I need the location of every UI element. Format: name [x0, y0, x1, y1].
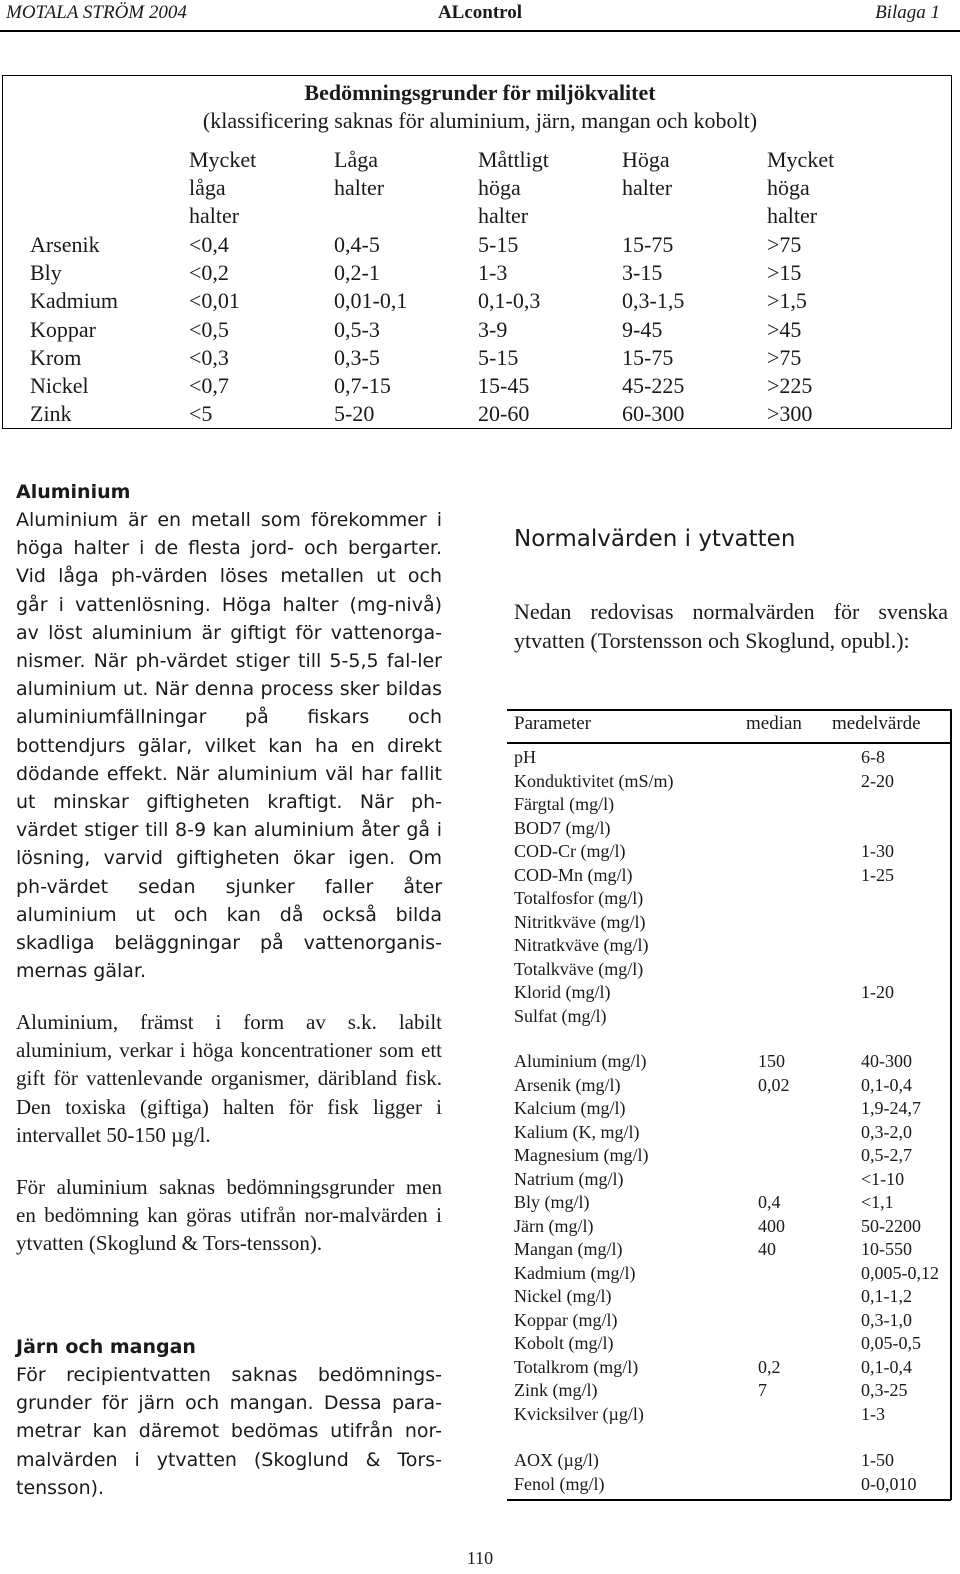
normal-table-mean-cell: 50-2200: [861, 1215, 921, 1236]
normal-table-parameter-cell: pH: [514, 747, 536, 767]
normal-table-mean-cell: 0-0,010: [861, 1473, 917, 1494]
header-left: MOTALA STRÖM 2004: [6, 2, 187, 23]
classification-header-cell: halter: [767, 203, 818, 228]
normal-table-parameter-cell: Fenol (mg/l): [514, 1473, 605, 1494]
normal-table-mean-cell: <1,1: [861, 1192, 894, 1212]
classification-header-cell: Mycket: [767, 147, 835, 172]
normal-table-parameter-cell: Zink (mg/l): [514, 1380, 598, 1400]
classification-cell: 3-9: [478, 316, 508, 342]
classification-header-cell: halter: [189, 203, 240, 228]
normal-table-parameter-cell: Järn (mg/l): [514, 1215, 594, 1236]
classification-cell: 15-75: [622, 232, 674, 257]
normal-values-title: Normalvärden i ytvatten: [514, 526, 796, 552]
normal-table-mean-cell: 1,9-24,7: [861, 1098, 921, 1118]
classification-title: Bedömningsgrunder för miljökvalitet: [304, 80, 656, 105]
classification-cell: >1,5: [767, 288, 807, 314]
aluminium-section-3: [16, 1173, 442, 1258]
classification-cell: 5-15: [478, 232, 519, 257]
classification-cell: 5-20: [334, 401, 375, 427]
classification-row-name: Kadmium: [30, 288, 118, 314]
normal-table-mean-cell: 1-25: [861, 864, 894, 885]
classification-cell: <0,3: [189, 344, 229, 370]
normal-table-header-rule: [507, 742, 951, 744]
classification-cell: <0,2: [189, 260, 229, 286]
classification-row-name: Arsenik: [30, 232, 100, 257]
normal-table-header-parameter: Parameter: [514, 713, 592, 734]
normal-table-parameter-cell: Klorid (mg/l): [514, 982, 611, 1002]
classification-cell: 0,5-3: [334, 316, 380, 342]
normal-table-parameter-cell: Bly (mg/l): [514, 1192, 590, 1212]
normal-table-parameter-cell: Kobolt (mg/l): [514, 1333, 614, 1353]
classification-cell: 20-60: [478, 401, 530, 427]
classification-cell: <5: [189, 401, 213, 427]
aluminium-paragraph-1: Aluminium är en metall som förekommer i höga halter i de flesta jord- och bergarter. Vid låga ph-värden löses metallen ut och går i vattenlösning. Höga halter (mg-nivå) av löst aluminium är giftigt för vattenorga-nismer. När ph-värdet stiger till 5-5,5 fal-ler aluminium ut. När denna process sker bildas aluminiumfällningar på fiskars och bottendjurs gälar, vilket kan ha en direkt dödande effekt. När aluminium väl har fallit ut minskar giftigheten kraftigt. När ph-värdet stiger till 8-9 kan aluminium åter gå i lösning, varvid giftigheten ökar igen. Om ph-värdet sedan sjunker faller åter aluminium ut och kan då också bilda skadliga beläggningar på vattenorganis-mernas gälar.: [16, 509, 442, 983]
normal-table-mean-cell: 1-20: [861, 982, 894, 1002]
normal-table-mean-cell: 0,1-0,4: [861, 1074, 912, 1095]
classification-header-cell: höga: [767, 175, 810, 200]
classification-cell: 0,2-1: [334, 260, 380, 286]
normal-table-parameter-cell: Totalkrom (mg/l): [514, 1356, 639, 1377]
jarn-section: [16, 1333, 442, 1502]
classification-cell: 0,01-0,1: [334, 288, 408, 314]
classification-row-name: Nickel: [30, 373, 89, 398]
classification-cell: <0,5: [189, 316, 229, 342]
page-number: 110: [466, 1548, 494, 1568]
aluminium-section: [16, 478, 442, 985]
normal-table-parameter-cell: Magnesium (mg/l): [514, 1145, 649, 1165]
classification-cell: 60-300: [622, 401, 685, 427]
classification-cell: >75: [767, 232, 802, 257]
normal-table-parameter-cell: Sulfat (mg/l): [514, 1005, 607, 1026]
normal-table-mean-cell: 0,3-1,0: [861, 1309, 912, 1330]
header-center: ALcontrol: [437, 2, 523, 23]
classification-row-name: Krom: [30, 344, 82, 370]
normal-table-header-median: median: [746, 713, 802, 734]
classification-cell: >75: [767, 344, 802, 370]
normal-table-mean-cell: 1-50: [861, 1450, 894, 1470]
normal-table-mean-cell: 1-30: [861, 841, 894, 861]
classification-cell: 15-45: [478, 373, 530, 398]
normal-table-right-rule: [950, 709, 952, 1500]
normal-table-bottom-rule: [507, 1499, 951, 1501]
normal-table-median-cell: 0,02: [758, 1074, 790, 1095]
classification-cell: <0,4: [189, 232, 229, 257]
normal-table-parameter-cell: Kalcium (mg/l): [514, 1098, 626, 1118]
classification-cell: <0,01: [189, 288, 240, 314]
header-rule: [0, 30, 960, 32]
normal-table-parameter-cell: Nitritkväve (mg/l): [514, 911, 646, 932]
classification-cell: 0,1-0,3: [478, 288, 541, 314]
jarn-heading: Järn och mangan: [16, 1336, 196, 1358]
classification-cell: 0,3-1,5: [622, 288, 685, 314]
normal-table-mean-cell: 1-3: [861, 1403, 885, 1424]
normal-table-median-cell: 0,2: [758, 1356, 781, 1377]
normal-table-mean-cell: 0,3-2,0: [861, 1121, 912, 1142]
normal-table-mean-cell: 0,1-1,2: [861, 1286, 912, 1306]
normal-table-median-cell: 150: [758, 1051, 785, 1071]
normal-table-median-cell: 400: [758, 1215, 785, 1236]
header-right: Bilaga 1: [875, 2, 940, 23]
normal-table-parameter-cell: COD-Cr (mg/l): [514, 841, 626, 861]
normal-table-parameter-cell: Färgtal (mg/l): [514, 794, 615, 814]
aluminium-paragraph-3: För aluminium saknas bedömningsgrunder men en bedömning kan göras utifrån nor-malvärden i ytvatten (Skoglund & Tors-tensson).: [16, 1175, 442, 1256]
classification-header-cell: halter: [622, 175, 673, 200]
classification-subtitle: (klassificering saknas för aluminium, järn, mangan och kobolt): [202, 108, 758, 133]
normal-table-parameter-cell: AOX (µg/l): [514, 1450, 599, 1470]
classification-header-cell: höga: [478, 175, 521, 200]
classification-header-cell: Måttligt: [478, 147, 549, 172]
normal-table-mean-cell: 2-20: [861, 770, 894, 791]
normal-table-parameter-cell: BOD7 (mg/l): [514, 817, 611, 838]
classification-cell: 0,3-5: [334, 344, 380, 370]
classification-cell: >300: [767, 401, 813, 427]
classification-header-cell: halter: [478, 203, 529, 228]
classification-cell: 5-15: [478, 344, 519, 370]
normal-table-mean-cell: 0,5-2,7: [861, 1145, 912, 1165]
normal-table-parameter-cell: Totalkväve (mg/l): [514, 958, 644, 979]
classification-header-cell: Låga: [334, 147, 378, 172]
classification-header-cell: Mycket: [189, 147, 257, 172]
normal-table-median-cell: 7: [758, 1380, 767, 1400]
normal-table-top-rule: [507, 709, 951, 711]
classification-cell: >45: [767, 316, 802, 342]
classification-cell: <0,7: [189, 373, 229, 398]
normal-values-intro: Nedan redovisas normalvärden för svenska ytvatten (Torstensson och Skoglund, opubl.):: [514, 599, 948, 653]
normal-table-mean-cell: 0,1-0,4: [861, 1356, 912, 1377]
classification-cell: 45-225: [622, 373, 685, 398]
normal-table-median-cell: 0,4: [758, 1192, 781, 1212]
normal-table-mean-cell: 40-300: [861, 1051, 912, 1071]
classification-row-name: Bly: [30, 260, 62, 286]
normal-table-parameter-cell: Kadmium (mg/l): [514, 1262, 636, 1283]
normal-table-parameter-cell: Koppar (mg/l): [514, 1309, 618, 1330]
jarn-paragraph: För recipientvatten saknas bedömnings-grunder för järn och mangan. Dessa para-metrar kan däremot bedömas utifrån nor-malvärden i ytvatten (Skoglund & Tors-tensson).: [16, 1364, 442, 1499]
normal-table-mean-cell: 10-550: [861, 1239, 912, 1259]
normal-table-mean-cell: 0,005-0,12: [861, 1262, 939, 1283]
classification-header-cell: Höga: [622, 147, 670, 172]
normal-table-parameter-cell: Aluminium (mg/l): [514, 1051, 647, 1071]
classification-cell: >15: [767, 260, 802, 286]
classification-cell: 15-75: [622, 344, 674, 370]
aluminium-paragraph-2: Aluminium, främst i form av s.k. labilt aluminium, verkar i höga koncentrationer som ett gift för vattenlevande organismer, däribland fisk. Den toxiska (giftiga) halten för fisk ligger i intervallet 50-150 µg/l.: [16, 1010, 442, 1147]
classification-header-cell: halter: [334, 175, 385, 200]
normal-table-parameter-cell: Kalium (K, mg/l): [514, 1121, 640, 1142]
classification-row-name: Koppar: [30, 316, 96, 342]
normal-table-mean-cell: 0,05-0,5: [861, 1333, 921, 1353]
aluminium-heading: Aluminium: [16, 481, 131, 503]
normal-table-parameter-cell: Nickel (mg/l): [514, 1286, 612, 1306]
normal-table-parameter-cell: COD-Mn (mg/l): [514, 864, 633, 885]
classification-cell: 9-45: [622, 316, 663, 342]
normal-table-mean-cell: 0,3-25: [861, 1380, 908, 1400]
normal-table-parameter-cell: Nitratkväve (mg/l): [514, 935, 649, 955]
classification-cell: 3-15: [622, 260, 663, 286]
normal-table-parameter-cell: Konduktivitet (mS/m): [514, 770, 674, 791]
normal-table-parameter-cell: Natrium (mg/l): [514, 1168, 624, 1189]
normal-table-parameter-cell: Kvicksilver (µg/l): [514, 1403, 644, 1424]
normal-table-parameter-cell: Mangan (mg/l): [514, 1239, 623, 1259]
normal-table-mean-cell: 6-8: [861, 747, 885, 767]
normal-table-parameter-cell: Totalfosfor (mg/l): [514, 888, 644, 908]
normal-table-parameter-cell: Arsenik (mg/l): [514, 1074, 621, 1095]
normal-table-mean-cell: <1-10: [861, 1168, 905, 1189]
aluminium-section-2: [16, 1008, 442, 1149]
classification-header-cell: låga: [189, 175, 226, 200]
classification-cell: 0,4-5: [334, 232, 380, 257]
normal-table-median-cell: 40: [758, 1239, 776, 1259]
classification-cell: >225: [767, 373, 813, 398]
classification-cell: 0,7-15: [334, 373, 391, 398]
normal-table-header-mean: medelvärde: [832, 713, 921, 734]
classification-cell: 1-3: [478, 260, 508, 286]
classification-row-name: Zink: [30, 401, 72, 427]
